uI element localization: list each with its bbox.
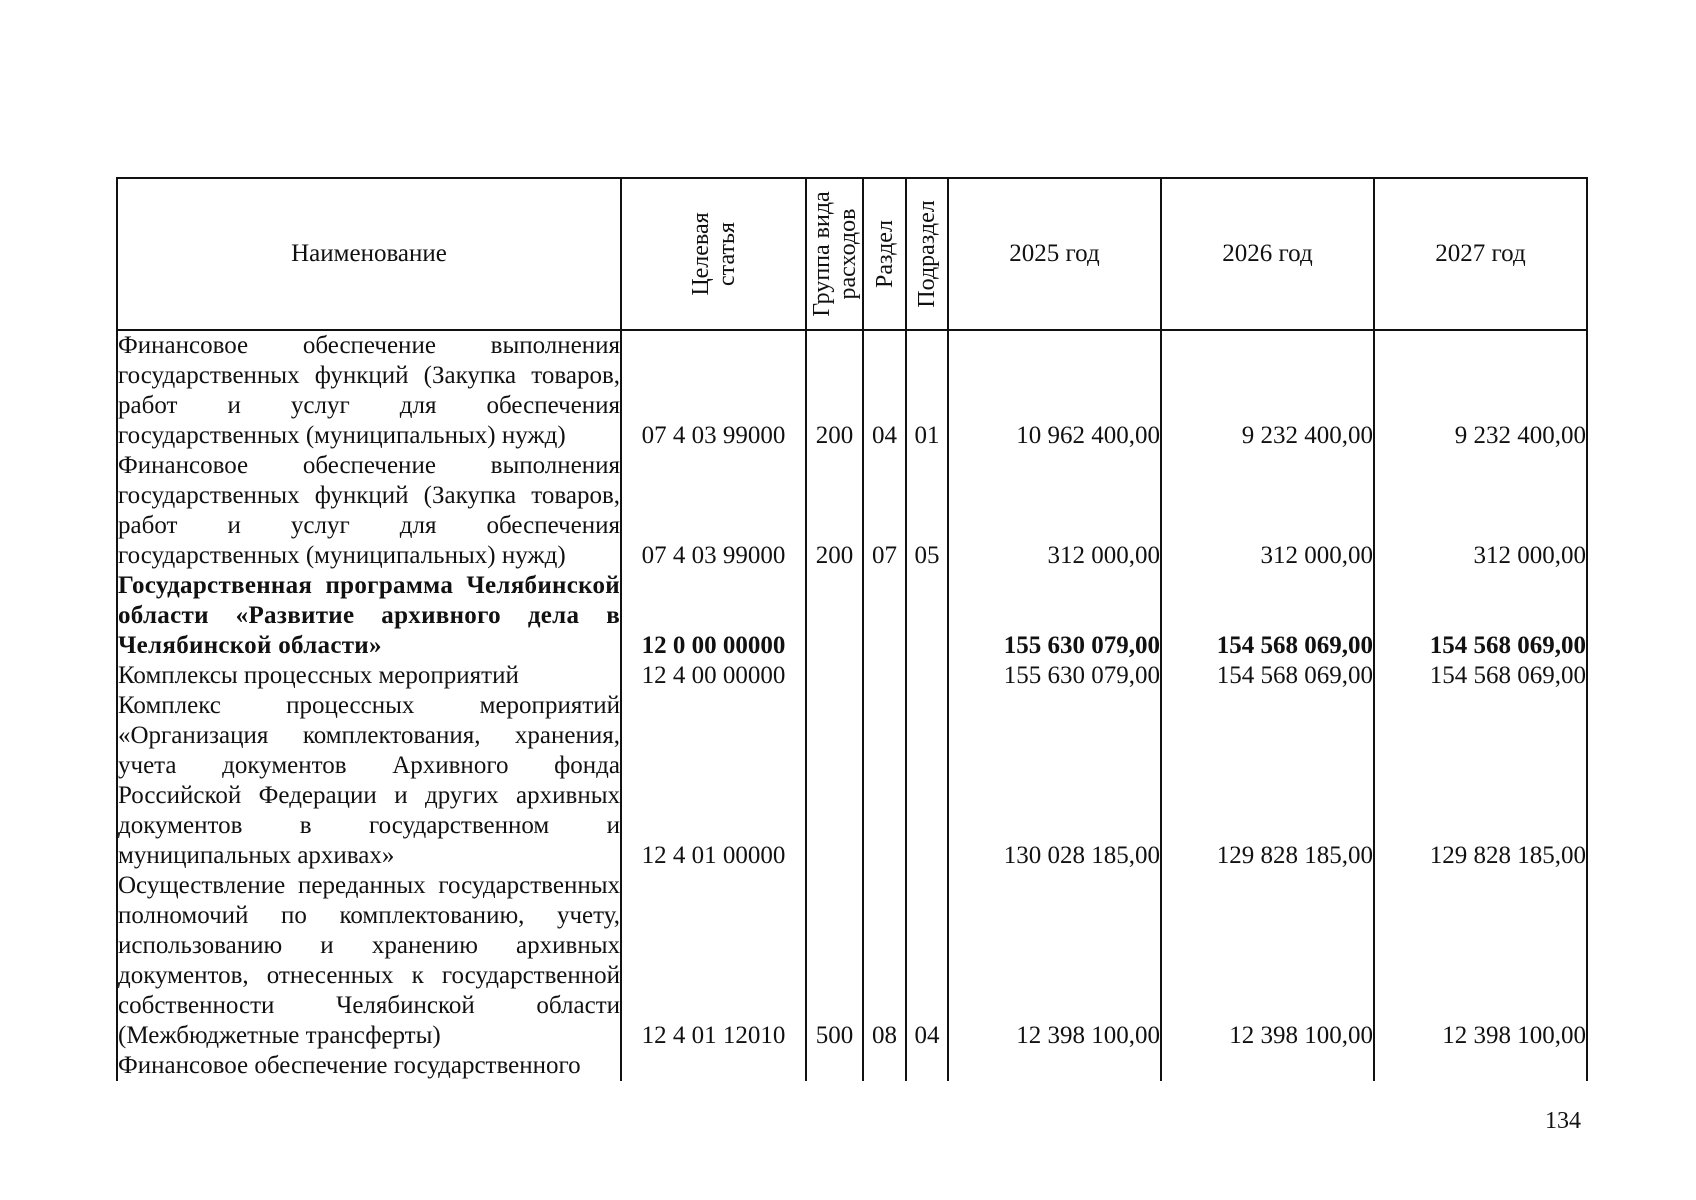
- row-expense-group: [806, 691, 863, 871]
- row-subsection: 01: [906, 330, 948, 451]
- row-target-article: 07 4 03 99000: [621, 330, 806, 451]
- row-amount-2025: 130 028 185,00: [948, 691, 1161, 871]
- header-year-2025: 2025 год: [948, 178, 1161, 330]
- row-target-article: 12 0 00 00000: [621, 571, 806, 661]
- table-row: [117, 330, 1587, 451]
- row-section: [863, 571, 906, 661]
- row-amount-2025: 155 630 079,00: [948, 571, 1161, 661]
- row-amount-2025: 10 962 400,00: [948, 330, 1161, 451]
- row-name: Осуществление переданных государственных полномочий по комплектованию, учету, использованию и хранению архивных документов, отнесенных к государственной собственности Челябинской области (Межбюджетные трансферты): [118, 872, 620, 1049]
- row-expense-group: [806, 571, 863, 661]
- page-number: 134: [1545, 1108, 1581, 1134]
- row-subsection: [906, 1051, 948, 1081]
- header-subsection-label: Подраздел: [914, 200, 940, 308]
- table-header-row: [117, 178, 1587, 330]
- row-section: 08: [863, 871, 906, 1051]
- table-row: [117, 451, 1587, 571]
- table-row: [117, 661, 1587, 691]
- row-target-article: 12 4 00 00000: [621, 661, 806, 691]
- row-amount-2027: 129 828 185,00: [1374, 691, 1587, 871]
- header-section-label: Раздел: [871, 220, 898, 288]
- header-expense-group-label: Группа вида расходов: [808, 191, 861, 317]
- row-target-article: 12 4 01 12010: [621, 871, 806, 1051]
- row-amount-2027: 154 568 069,00: [1374, 571, 1587, 661]
- row-amount-2027: 9 232 400,00: [1374, 330, 1587, 451]
- header-section: [863, 178, 906, 330]
- row-section: 04: [863, 330, 906, 451]
- header-expense-group: [806, 178, 863, 330]
- row-amount-2026: 154 568 069,00: [1161, 571, 1374, 661]
- header-target-article: [621, 178, 806, 330]
- budget-table: [116, 177, 1588, 1081]
- row-name: Комплексы процессных мероприятий: [117, 661, 621, 691]
- row-amount-2027: 312 000,00: [1374, 451, 1587, 571]
- row-amount-2025: [948, 1051, 1161, 1081]
- row-target-article: 12 4 01 00000: [621, 691, 806, 871]
- row-name: Государственная программа Челябинской области «Развитие архивного дела в Челябинской области»: [118, 572, 620, 659]
- header-year-2026: 2026 год: [1161, 178, 1374, 330]
- header-name: Наименование: [117, 178, 621, 330]
- row-amount-2027: 154 568 069,00: [1374, 661, 1587, 691]
- row-expense-group: 500: [806, 871, 863, 1051]
- table-row: [117, 691, 1587, 871]
- row-expense-group: [806, 661, 863, 691]
- row-amount-2026: 312 000,00: [1161, 451, 1374, 571]
- header-subsection: [906, 178, 948, 330]
- header-target-article-label: Целевая статья: [687, 212, 740, 296]
- row-amount-2027: 12 398 100,00: [1374, 871, 1587, 1051]
- table-row-program-total: [117, 571, 1587, 661]
- row-subsection: 05: [906, 451, 948, 571]
- row-amount-2026: 154 568 069,00: [1161, 661, 1374, 691]
- row-section: 07: [863, 451, 906, 571]
- row-subsection: [906, 661, 948, 691]
- row-amount-2027: [1374, 1051, 1587, 1081]
- row-amount-2025: 12 398 100,00: [948, 871, 1161, 1051]
- row-amount-2025: 155 630 079,00: [948, 661, 1161, 691]
- row-amount-2026: 12 398 100,00: [1161, 871, 1374, 1051]
- row-amount-2026: [1161, 1051, 1374, 1081]
- row-amount-2026: 9 232 400,00: [1161, 330, 1374, 451]
- table-row: [117, 871, 1587, 1051]
- row-amount-2025: 312 000,00: [948, 451, 1161, 571]
- row-expense-group: [806, 1051, 863, 1081]
- row-name: Комплекс процессных мероприятий «Организация комплектования, хранения, учета документов Архивного фонда Российской Федерации и других архивных документов в государственном и муниципальных архивах»: [118, 692, 620, 869]
- row-subsection: 04: [906, 871, 948, 1051]
- row-target-article: [621, 1051, 806, 1081]
- row-target-article: 07 4 03 99000: [621, 451, 806, 571]
- table-row: [117, 1051, 1587, 1081]
- row-subsection: [906, 691, 948, 871]
- row-name: Финансовое обеспечение выполнения государственных функций (Закупка товаров, работ и услуг для обеспечения государственных (муниципальных) нужд): [118, 332, 620, 449]
- row-expense-group: 200: [806, 330, 863, 451]
- row-name: Финансовое обеспечение выполнения государственных функций (Закупка товаров, работ и услуг для обеспечения государственных (муниципальных) нужд): [118, 452, 620, 569]
- row-amount-2026: 129 828 185,00: [1161, 691, 1374, 871]
- header-year-2027: 2027 год: [1374, 178, 1587, 330]
- row-name: Финансовое обеспечение государственного: [117, 1051, 621, 1081]
- row-subsection: [906, 571, 948, 661]
- row-section: [863, 661, 906, 691]
- row-expense-group: 200: [806, 451, 863, 571]
- row-section: [863, 691, 906, 871]
- row-section: [863, 1051, 906, 1081]
